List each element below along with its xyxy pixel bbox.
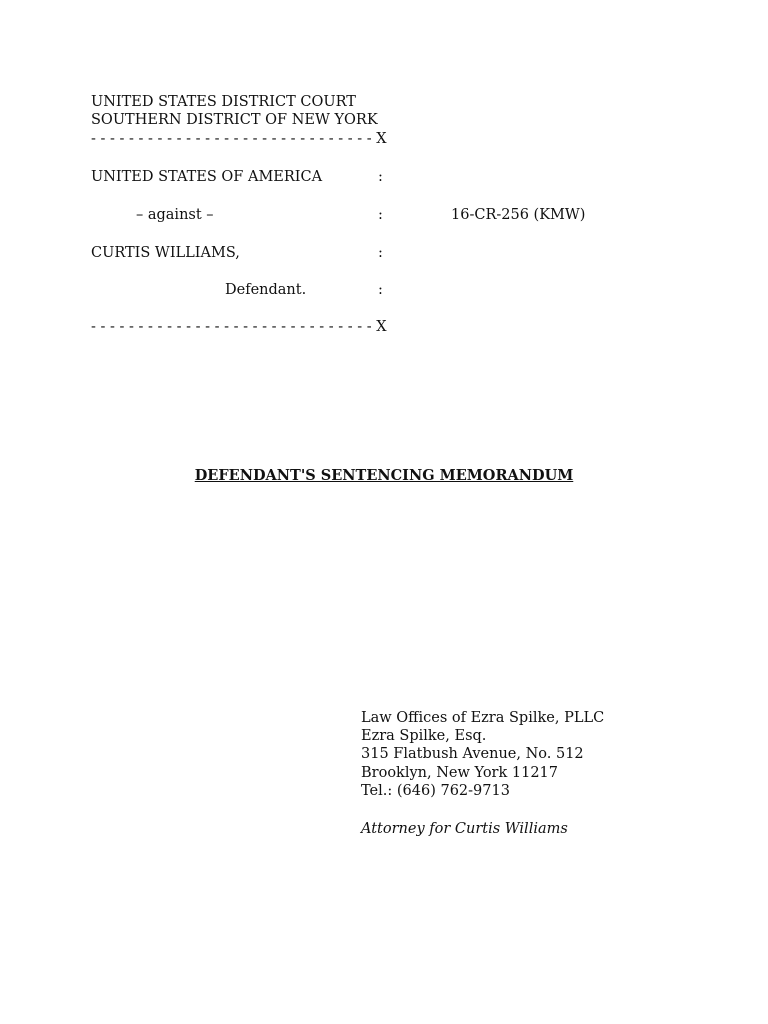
court-name: UNITED STATES DISTRICT COURT (91, 94, 356, 110)
plaintiff-name: UNITED STATES OF AMERICA (91, 169, 323, 185)
caption-divider-bottom: - - - - - - - - - - - - - - - - - - - - - - - - - - - - - - X (91, 319, 387, 335)
case-number: 16-CR-256 (KMW) (451, 207, 586, 223)
caption-colon: : (378, 245, 383, 261)
court-district: SOUTHERN DISTRICT OF NEW YORK (91, 112, 378, 128)
street-address: 315 Flatbush Avenue, No. 512 (361, 746, 584, 762)
caption-colon: : (378, 169, 383, 185)
attorney-role: Attorney for Curtis Williams (361, 821, 568, 837)
caption-colon: : (378, 207, 383, 223)
attorney-name: Ezra Spilke, Esq. (361, 728, 487, 744)
document-title: DEFENDANT'S SENTENCING MEMORANDUM (194, 467, 574, 484)
caption-colon: : (378, 282, 383, 298)
defendant-role: Defendant. (225, 282, 307, 298)
versus-label: – against – (136, 207, 214, 223)
defendant-name: CURTIS WILLIAMS, (91, 245, 240, 261)
city-address: Brooklyn, New York 11217 (361, 765, 559, 781)
caption-divider-top: - - - - - - - - - - - - - - - - - - - - - - - - - - - - - - X (91, 131, 387, 147)
phone-number: Tel.: (646) 762-9713 (361, 783, 510, 799)
law-firm-name: Law Offices of Ezra Spilke, PLLC (361, 710, 605, 726)
